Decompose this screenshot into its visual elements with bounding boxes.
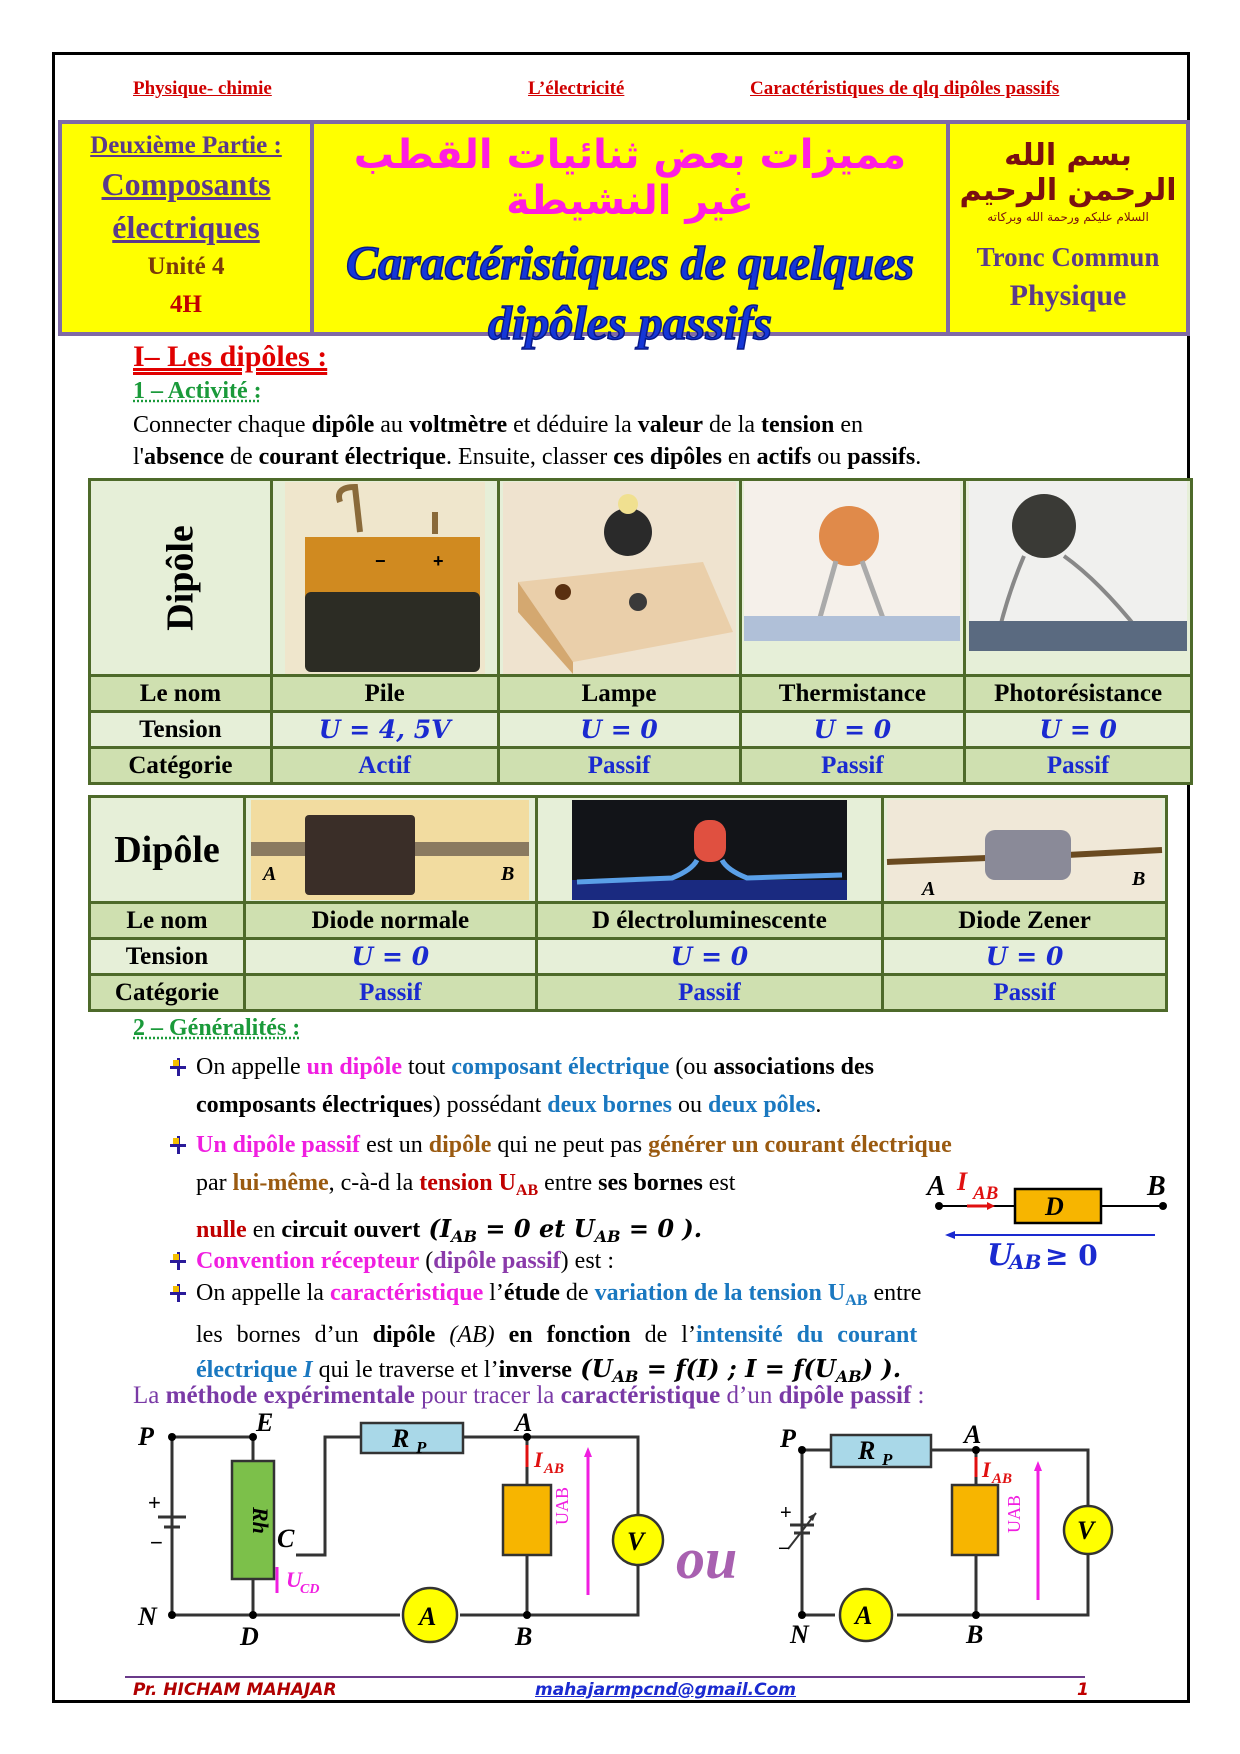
row-label-tension-2: Tension	[90, 939, 245, 975]
svg-text:A: A	[515, 1408, 533, 1437]
subject-line-1: Composants	[101, 166, 271, 202]
section-title-dipoles: I– Les dipôles :	[133, 340, 328, 373]
svg-text:AB: AB	[992, 1471, 1013, 1487]
bullet-passive-dipole: Un dipôle passif est un dipôle qui ne peut pas générer un courant électrique par lui-même, c-à-d la tension $U_{AB}$ entre ses bornes est nulle en circuit ouvert ($I_{AB} = 0$ et $U_{AB} = 0$ ).	[170, 1126, 1150, 1256]
generalites-title: 2 – Généralités :	[133, 1015, 301, 1041]
svg-text:≥ 0: ≥ 0	[1045, 1239, 1098, 1272]
bullet-icon	[170, 1136, 186, 1154]
name-thermistance: Thermistance	[740, 676, 965, 712]
svg-text:AB: AB	[973, 1183, 999, 1204]
svg-text:B: B	[1132, 867, 1146, 890]
tension-led: U = 0	[536, 939, 882, 975]
footer-divider	[125, 1676, 1085, 1678]
lamp-photo	[503, 482, 736, 674]
activity-text-line-1: Connecter chaque dipôle au voltmètre et déduire la valeur de la tension en	[133, 412, 864, 438]
svg-text:A: A	[419, 1602, 437, 1631]
category-zener: Passif	[883, 975, 1167, 1011]
dipoles-table-2	[88, 795, 1168, 1012]
activity-text-line-2: l'absence de courant électrique. Ensuite, classer ces dipôles en actifs ou passifs.	[133, 444, 922, 470]
category-led: Passif	[536, 975, 882, 1011]
category-photoresistance: Passif	[965, 748, 1192, 784]
svg-text:N: N	[138, 1602, 157, 1631]
footer-email-link[interactable]: mahajarmpcnd@gmail.Com	[535, 1680, 797, 1700]
row-label-name: Le nom	[90, 676, 272, 712]
tension-zener: U = 0	[883, 939, 1167, 975]
title-box-right	[950, 124, 1186, 332]
zener-photo-cell	[883, 797, 1167, 903]
svg-text:A: A	[855, 1601, 873, 1630]
tension-photoresistance: U = 0	[965, 712, 1192, 748]
svg-text:N: N	[790, 1620, 809, 1649]
battery-photo	[285, 482, 485, 674]
bullet-icon	[170, 1058, 186, 1076]
svg-text:+: +	[780, 1502, 792, 1524]
svg-text:I: I	[957, 1167, 968, 1196]
dipoles-table-1	[88, 478, 1193, 785]
title-box	[58, 120, 1190, 350]
svg-text:R: R	[858, 1436, 876, 1465]
photoresistor-photo-cell	[965, 480, 1192, 676]
svg-text:D: D	[240, 1622, 259, 1651]
row-label-category: Catégorie	[90, 748, 272, 784]
part-label: Deuxième Partie :	[90, 132, 282, 159]
name-lampe: Lampe	[498, 676, 740, 712]
svg-text:+: +	[148, 1490, 161, 1515]
bullet-icon	[170, 1252, 186, 1270]
led-photo-cell	[536, 797, 882, 903]
method-intro: La méthode expérimentale pour tracer la caractéristique d’un dipôle passif :	[133, 1382, 925, 1409]
basmala-calligraphy: بسم الله الرحمن الرحيم	[959, 138, 1177, 208]
svg-text:CD: CD	[300, 1582, 320, 1597]
tension-thermistance: U = 0	[740, 712, 965, 748]
activity-title: 1 – Activité :	[133, 378, 262, 404]
svg-text:B: B	[1147, 1171, 1166, 1202]
svg-text:−: −	[374, 550, 386, 571]
photoresistor-photo	[969, 481, 1187, 651]
diode-photo	[251, 800, 529, 900]
title-box-center	[314, 124, 950, 350]
row-label-tension: Tension	[90, 712, 272, 748]
svg-text:P: P	[882, 1450, 893, 1469]
category-diode-normale: Passif	[244, 975, 536, 1011]
row-label-name-2: Le nom	[90, 903, 245, 939]
svg-text:−: −	[778, 1538, 790, 1560]
page-number: 1	[1077, 1680, 1089, 1700]
arabic-title: مميزات بعض ثنائيات القطب غير النشيطة	[353, 132, 907, 224]
svg-text:U: U	[286, 1567, 302, 1592]
tension-lampe: U = 0	[498, 712, 740, 748]
tension-pile: U = 4, 5V	[271, 712, 498, 748]
header-subject: Physique- chimie	[133, 78, 272, 99]
name-led: D électroluminescente	[536, 903, 882, 939]
dipole-header-cell-2: Dipôle	[90, 797, 245, 903]
lamp-photo-cell	[498, 480, 740, 676]
name-pile: Pile	[271, 676, 498, 712]
salam-text: السلام عليكم ورحمة الله وبركاته	[987, 210, 1149, 224]
subject-line-2: électriques	[112, 209, 260, 245]
svg-text:AB: AB	[1009, 1250, 1042, 1274]
zener-photo	[887, 800, 1162, 900]
svg-text:B: B	[515, 1622, 533, 1651]
svg-text:E: E	[256, 1408, 274, 1437]
category-thermistance: Passif	[740, 748, 965, 784]
footer-author: Pr. HICHAM MAHAJAR	[133, 1680, 337, 1700]
header-lesson: Caractéristiques de qlq dipôles passifs	[750, 78, 1060, 99]
svg-text:A: A	[964, 1420, 982, 1449]
level-label: Tronc Commun	[976, 242, 1160, 272]
diode-photo-cell	[244, 797, 536, 903]
title-box-left	[62, 124, 314, 332]
svg-text:V: V	[627, 1527, 645, 1556]
bullet-dipole-definition: On appelle un dipôle tout composant électrique (ou associations des composants électriques) possédant deux bornes ou deux pôles.	[170, 1048, 1140, 1124]
unit-label: Unité 4	[147, 253, 225, 280]
header-chapter: L’électricité	[528, 78, 625, 99]
course-label: Physique	[1009, 279, 1127, 312]
svg-text:Rh: Rh	[248, 1507, 273, 1534]
svg-text:P: P	[416, 1438, 427, 1457]
main-title-line-1: Caractéristiques de quelques	[345, 237, 914, 290]
bullet-icon	[170, 1284, 186, 1302]
svg-text:I: I	[534, 1447, 543, 1472]
row-label-category-2: Catégorie	[90, 975, 245, 1011]
main-title-line-2: dipôles passifs	[487, 297, 772, 350]
svg-text:A: A	[927, 1171, 946, 1202]
svg-text:B: B	[501, 862, 515, 885]
hours-label: 4H	[170, 291, 202, 318]
name-photoresistance: Photorésistance	[965, 676, 1192, 712]
svg-text:P: P	[138, 1422, 154, 1451]
dipole-header-cell: Dipôle	[90, 480, 272, 676]
svg-text:UAB: UAB	[1004, 1494, 1024, 1533]
tension-diode-normale: U = 0	[244, 939, 536, 975]
svg-text:R: R	[392, 1424, 410, 1453]
circuit-with-rheostat	[130, 1408, 670, 1651]
name-zener: Diode Zener	[883, 903, 1167, 939]
bullet-characteristic: On appelle la caractéristique l’étude de variation de la tension $U_{AB}$ entre les bornes d’un dipôle (AB) en fonction de l’intensité du courant électrique I qui le traverse et l’inverse ($U_{AB} = f(I)$ ; $I = f(U_{AB})$ ).	[170, 1276, 1130, 1394]
category-lampe: Passif	[498, 748, 740, 784]
svg-text:−: −	[150, 1530, 163, 1555]
thermistor-photo	[744, 481, 960, 641]
svg-text:AB: AB	[544, 1461, 565, 1477]
bullet-receiver-convention: Convention récepteur (dipôle passif) est :	[170, 1242, 614, 1280]
svg-text:D: D	[1045, 1192, 1064, 1221]
receiver-convention-diagram	[925, 1165, 1170, 1274]
svg-text:P: P	[780, 1424, 796, 1453]
svg-text:+: +	[432, 550, 444, 571]
svg-text:C: C	[277, 1524, 295, 1553]
svg-text:UAB: UAB	[552, 1486, 572, 1525]
svg-text:U: U	[987, 1238, 1014, 1273]
circuit-with-variable-source	[776, 1420, 1106, 1649]
led-photo	[572, 800, 847, 900]
thermistor-photo-cell	[740, 480, 965, 676]
svg-text:A: A	[922, 877, 936, 900]
svg-text:V: V	[1077, 1516, 1095, 1545]
svg-text:I: I	[982, 1457, 991, 1482]
svg-text:A: A	[263, 862, 277, 885]
category-pile: Actif	[271, 748, 498, 784]
battery-photo-cell	[271, 480, 498, 676]
or-label: ou	[676, 1526, 738, 1591]
svg-text:B: B	[966, 1620, 984, 1649]
name-diode-normale: Diode normale	[244, 903, 536, 939]
